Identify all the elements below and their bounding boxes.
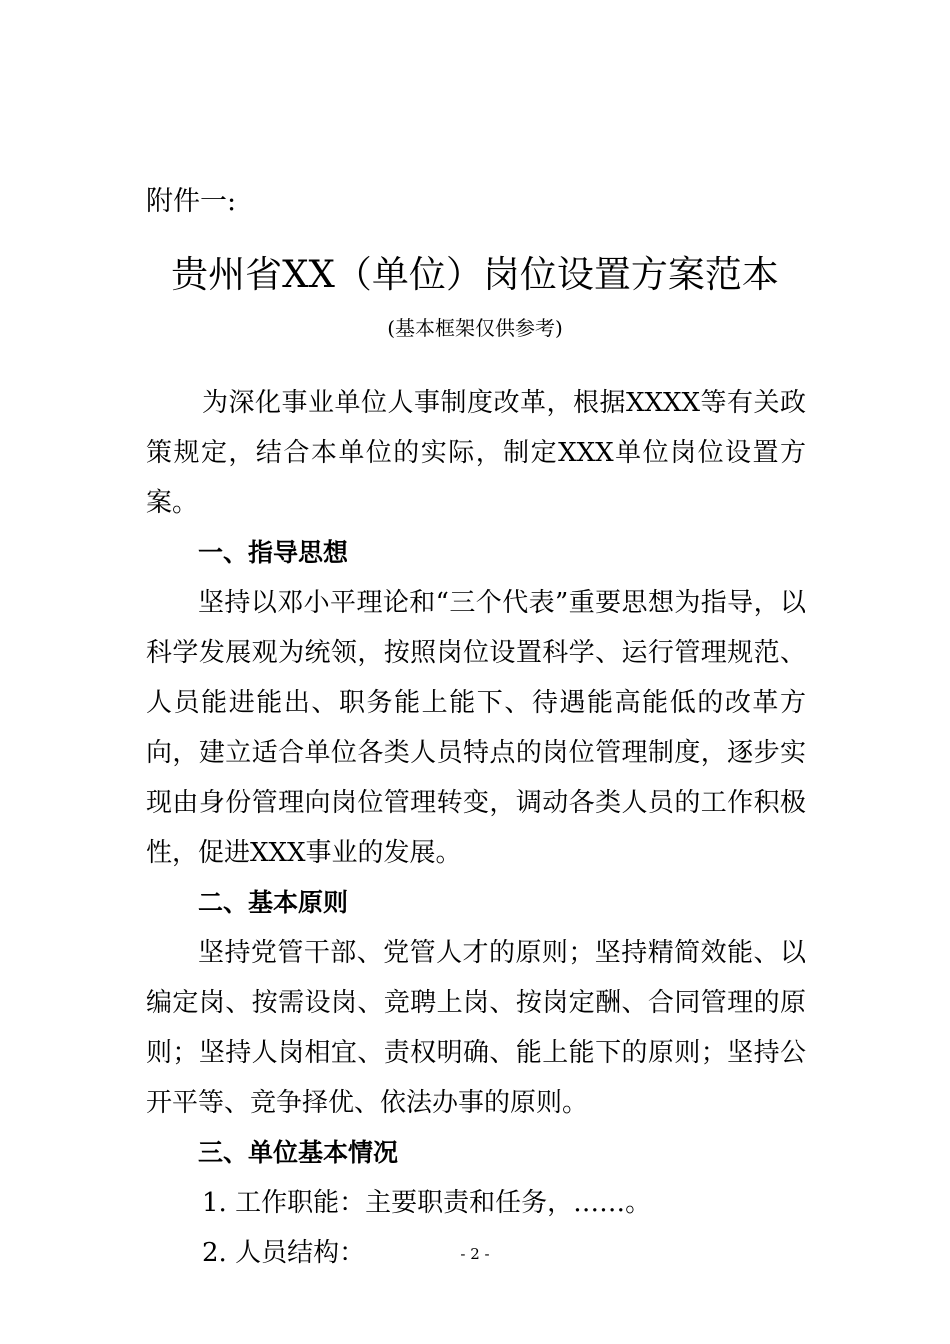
list-item-work-function: 1. 工作职能：主要职责和任务，……。 (202, 1188, 652, 1218)
list-item-staff-structure: 2. 人员结构： (202, 1238, 366, 1268)
document-body (146, 378, 806, 1278)
document-title: 贵州省XX（单位）岗位设置方案范本 (171, 253, 779, 296)
page-number: - 2 - (460, 1245, 490, 1263)
section-heading-guiding-ideology: 一、指导思想 (198, 538, 349, 567)
section-heading-unit-situation: 三、单位基本情况 (198, 1138, 399, 1167)
section-heading-basic-principles: 二、基本原则 (198, 888, 349, 917)
section-text-basic-principles: 坚持党管干部、党管人才的原则；坚持精简效能、以编定岗、按需设岗、竞聘上岗、按岗定酬、合同管理的原则；坚持人岗相宜、责权明确、能上能下的原则；坚持公开平等、竞争择优、依法办事的原则。 (146, 938, 806, 1118)
section-text-guiding-ideology: 坚持以邓小平理论和“三个代表”重要思想为指导，以科学发展观为统领，按照岗位设置科学、运行管理规范、人员能进能出、职务能上能下、待遇能高能低的改革方向，建立适合单位各类人员特点的岗位管理制度，逐步实现由身份管理向岗位管理转变，调动各类人员的工作积极性，促进XXX事业的发展。 (146, 588, 806, 868)
intro-paragraph: 为深化事业单位人事制度改革，根据XXXX等有关政策规定，结合本单位的实际，制定XXX单位岗位设置方案。 (146, 388, 806, 518)
attachment-label: 附件一: (146, 186, 237, 217)
document-subtitle: (基本框架仅供参考) (387, 316, 563, 340)
